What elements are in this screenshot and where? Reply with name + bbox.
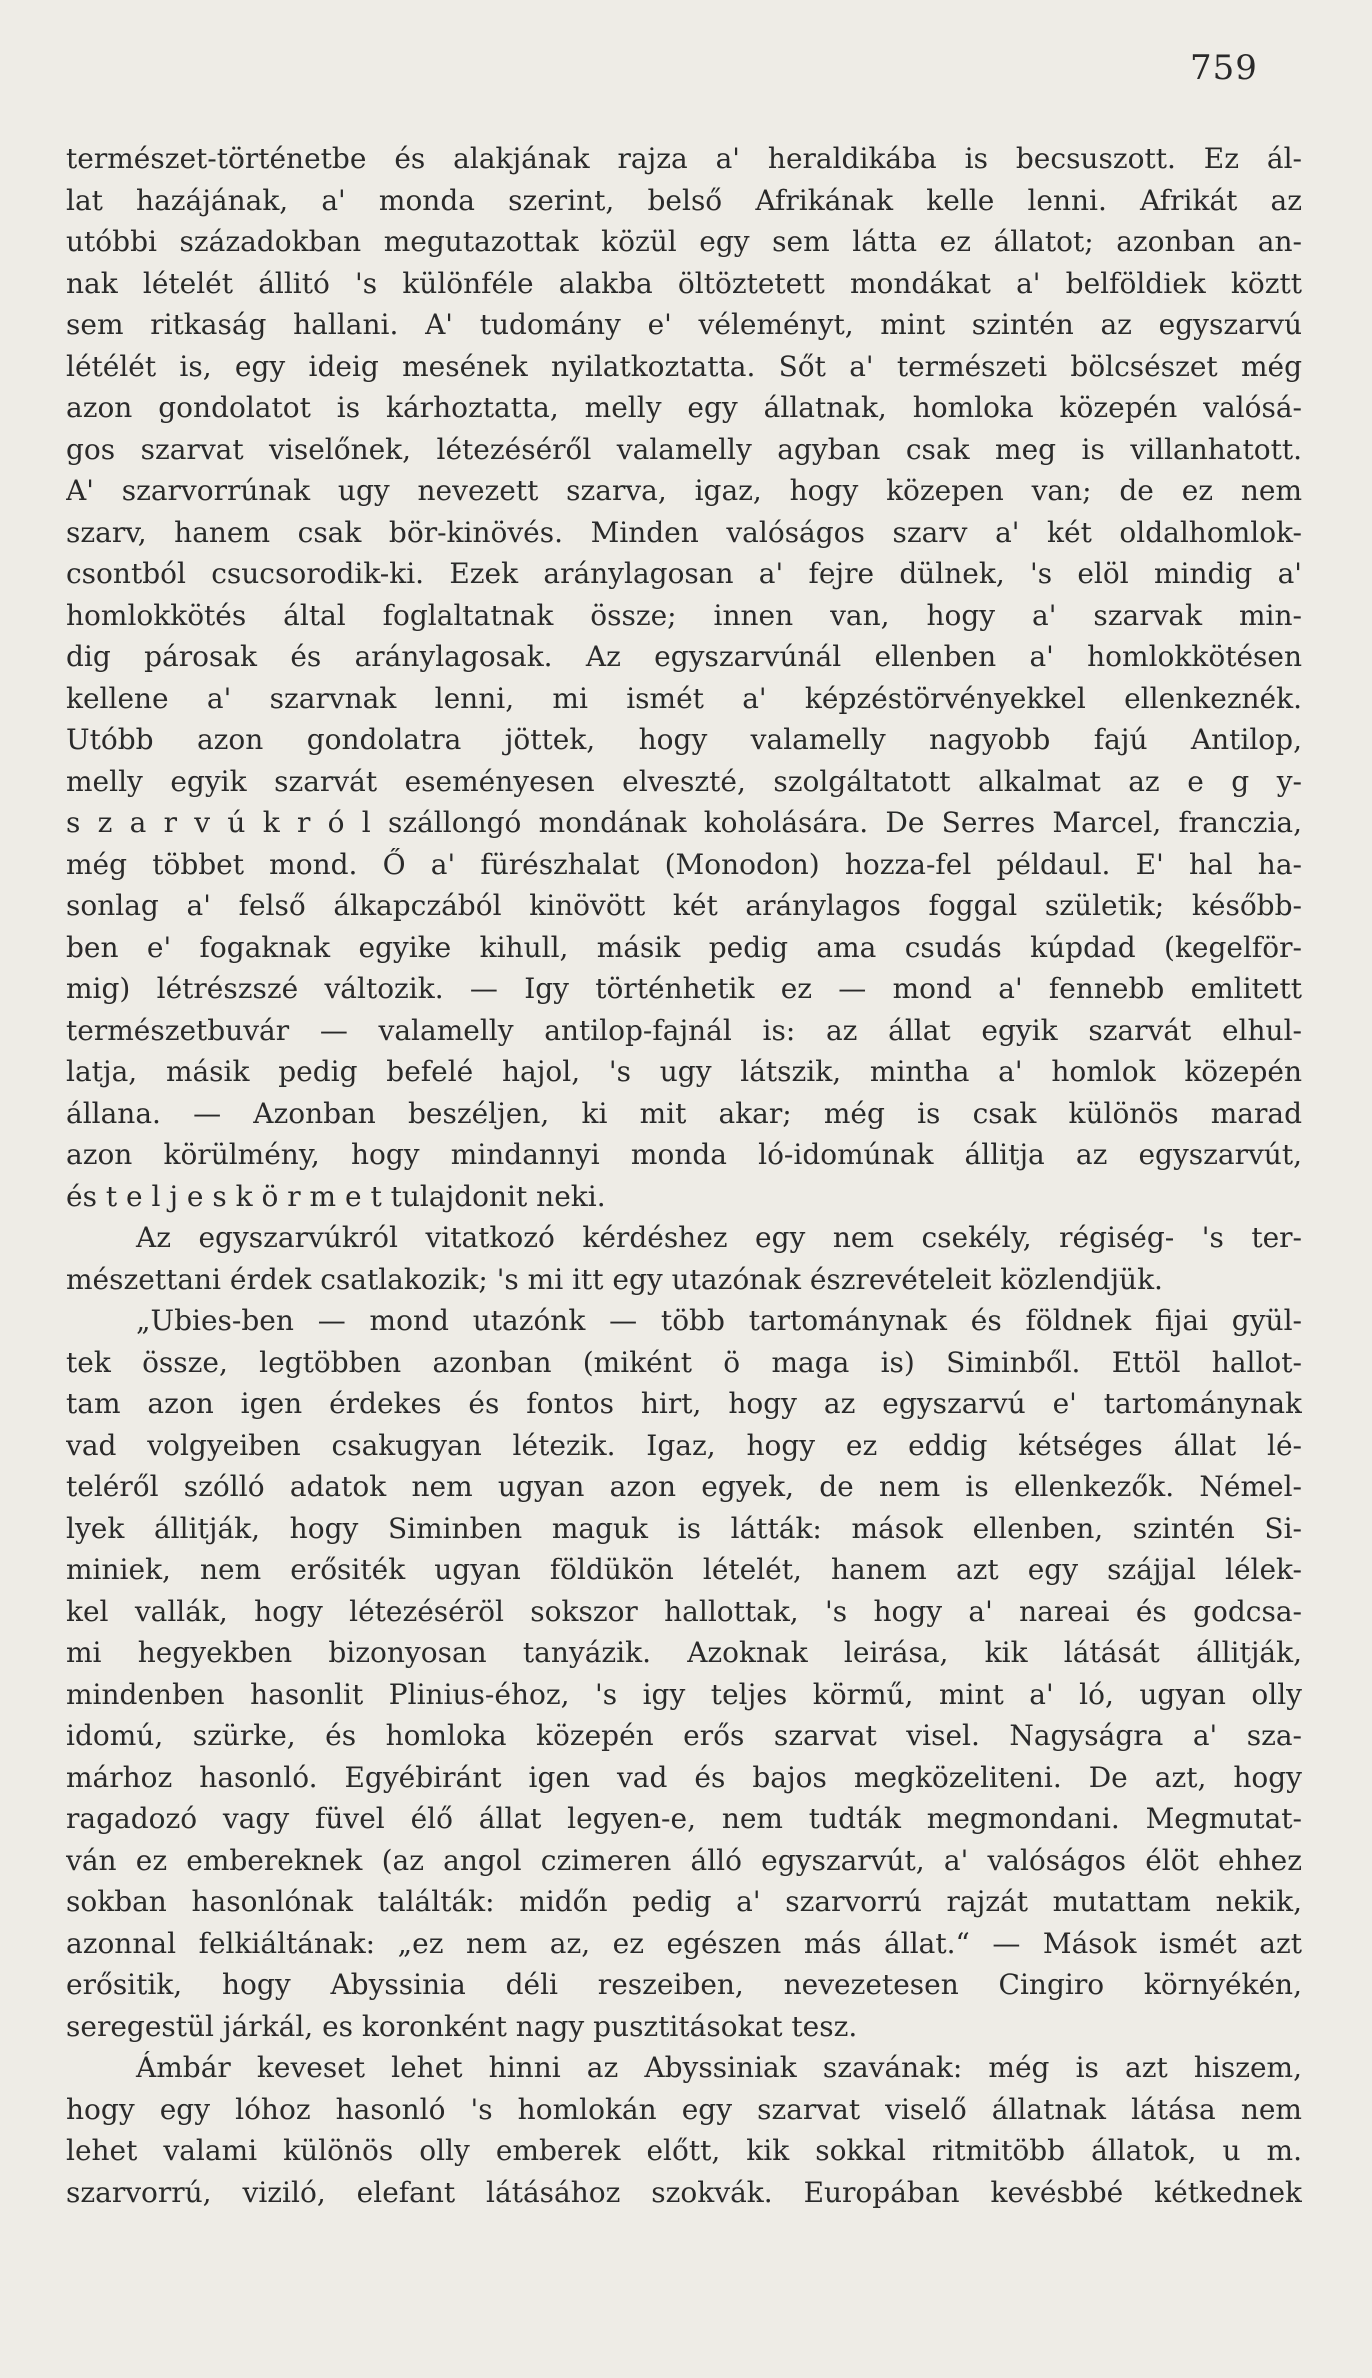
text-line: sonlag a' felső álkapczából kinövött két aránylagos foggal születik; később- <box>66 889 1302 922</box>
text-line: azon gondolatot is kárhoztatta, melly egy állatnak, homloka közepén valósá- <box>66 391 1302 424</box>
text-line: márhoz hasonló. Egyébiránt igen vad és bajos megközeliteni. De azt, hogy <box>66 1760 1302 1794</box>
text-line: mindenben hasonlit Plinius-éhoz, 's igy teljes körmű, mint a' ló, ugyan olly <box>66 1677 1302 1711</box>
text-line: állana. — Azonban beszéljen, ki mit akar; még is csak különös marad <box>66 1096 1302 1130</box>
text-line: nak lételét állitó 's különféle alakba öltöztetett mondákat a' belföldiek köztt <box>66 266 1302 300</box>
text-line: azon körülmény, hogy mindannyi monda ló-idomúnak állitja az egyszarvút, <box>66 1138 1302 1171</box>
text-line: ragadozó vagy füvel élő állat legyen-e, nem tudták megmondani. Megmutat- <box>66 1802 1302 1835</box>
text-line: létélét is, egy ideig mesének nyilatkoztatta. Sőt a' természeti bölcsészet még <box>66 349 1302 383</box>
text-line: homlokkötés által foglaltatnak össze; innen van, hogy a' szarvak min- <box>66 598 1302 632</box>
text-line: melly egyik szarvát eseményesen elveszté, szolgáltatott alkalmat az e g y- <box>66 764 1302 798</box>
text-line: Az egyszarvúkról vitatkozó kérdéshez egy nem csekély, régiség- 's ter- <box>136 1221 1302 1254</box>
text-line: A' szarvorrúnak ugy nevezett szarva, igaz, hogy közepen van; de ez nem <box>66 474 1302 507</box>
text-line: tek össze, legtöbben azonban (miként ö maga is) Siminből. Ettöl hallot- <box>66 1345 1302 1379</box>
text-line: ván ez embereknek (az angol czimeren álló egyszarvút, a' valóságos élöt ehhez <box>66 1843 1302 1877</box>
text-line: erősitik, hogy Abyssinia déli reszeiben, nevezetesen Cingiro környékén, <box>66 1968 1302 2001</box>
text-line: lyek állitják, hogy Siminben maguk is látták: mások ellenben, szintén Si- <box>66 1511 1302 1545</box>
text-line: és t e l j e s k ö r m e t tulajdonit neki. <box>66 1179 606 1213</box>
text-line: latja, másik pedig befelé hajol, 's ugy látszik, mintha a' homlok közepén <box>66 1055 1302 1088</box>
text-line: természet-történetbe és alakjának rajza a' heraldikába is becsuszott. Ez ál- <box>66 142 1302 175</box>
text-line: mi hegyekben bizonyosan tanyázik. Azoknak leirása, kik látását állitják, <box>66 1636 1302 1669</box>
text-line: Utóbb azon gondolatra jöttek, hogy valamelly nagyobb fajú Antilop, <box>66 723 1302 756</box>
text-line: idomú, szürke, és homloka közepén erős szarvat visel. Nagyságra a' sza- <box>66 1719 1302 1752</box>
text-line: sem ritkaság hallani. A' tudomány e' véleményt, mint szintén az egyszarvú <box>66 308 1302 341</box>
text-line: szarv, hanem csak bör-kinövés. Minden valóságos szarv a' két oldalhomlok- <box>66 515 1302 549</box>
text-line: s z a r v ú k r ó l szállongó mondának koholására. De Serres Marcel, franczia, <box>66 806 1302 839</box>
text-line: csontból csucsorodik-ki. Ezek aránylagosan a' fejre dülnek, 's elöl mindig a' <box>66 557 1302 590</box>
page-number: 759 <box>1190 48 1258 88</box>
text-line: hogy egy lóhoz hasonló 's homlokán egy szarvat viselő állatnak látása nem <box>66 2092 1302 2126</box>
page-text <box>66 138 1302 2213</box>
text-line: azonnal felkiáltának: „ez nem az, ez egészen más állat.“ — Mások ismét azt <box>66 1926 1302 1960</box>
text-line: seregestül járkál, es koronként nagy pusztitásokat tesz. <box>66 2009 858 2043</box>
text-line: teléről szólló adatok nem ugyan azon egyek, de nem is ellenkezők. Némel- <box>66 1470 1302 1503</box>
text-line: sokban hasonlónak találták: midőn pedig a' szarvorrú rajzát mutattam nekik, <box>66 1885 1302 1918</box>
text-line: lehet valami különös olly emberek előtt, kik sokkal ritmitöbb állatok, u m. <box>66 2134 1302 2167</box>
text-line: utóbbi századokban megutazottak közül egy sem látta ez állatot; azonban an- <box>66 225 1302 258</box>
text-line: mészettani érdek csatlakozik; 's mi itt egy utazónak észrevételeit közlendjük. <box>66 1262 1163 1296</box>
text-line: miniek, nem erősiték ugyan földükön lételét, hanem azt egy szájjal lélek- <box>66 1553 1302 1586</box>
text-line: még többet mond. Ő a' fürészhalat (Monodon) hozza-fel példaul. E' hal ha- <box>66 847 1302 881</box>
text-line: kellene a' szarvnak lenni, mi ismét a' képzéstörvényekkel ellenkeznék. <box>66 681 1302 715</box>
text-line: mig) létrészszé változik. — Igy történhetik ez — mond a' fennebb emlitett <box>66 972 1302 1005</box>
text-line: szarvorrú, viziló, elefant látásához szokvák. Europában kevésbbé kétkednek <box>66 2175 1302 2209</box>
text-line: vad volgyeiben csakugyan létezik. Igaz, hogy ez eddig kétséges állat lé- <box>66 1428 1302 1462</box>
text-line: természetbuvár — valamelly antilop-fajnál is: az állat egyik szarvát elhul- <box>66 1013 1302 1047</box>
text-line: tam azon igen érdekes és fontos hirt, hogy az egyszarvú e' tartománynak <box>66 1387 1302 1420</box>
text-line: Ámbár keveset lehet hinni az Abyssiniak szavának: még is azt hiszem, <box>136 2051 1302 2084</box>
text-line: kel vallák, hogy létezéséröl sokszor hallottak, 's hogy a' nareai és godcsa- <box>66 1594 1302 1628</box>
text-line: lat hazájának, a' monda szerint, belső Afrikának kelle lenni. Afrikát az <box>66 183 1302 217</box>
text-line: gos szarvat viselőnek, létezéséről valamelly agyban csak meg is villanhatott. <box>66 432 1302 466</box>
text-line: „Ubies-ben — mond utazónk — több tartománynak és földnek fijai gyül- <box>136 1304 1302 1337</box>
text-line: dig párosak és aránylagosak. Az egyszarvúnál ellenben a' homlokkötésen <box>66 640 1302 673</box>
text-line: ben e' fogaknak egyike kihull, másik pedig ama csudás kúpdad (kegelför- <box>66 930 1302 964</box>
